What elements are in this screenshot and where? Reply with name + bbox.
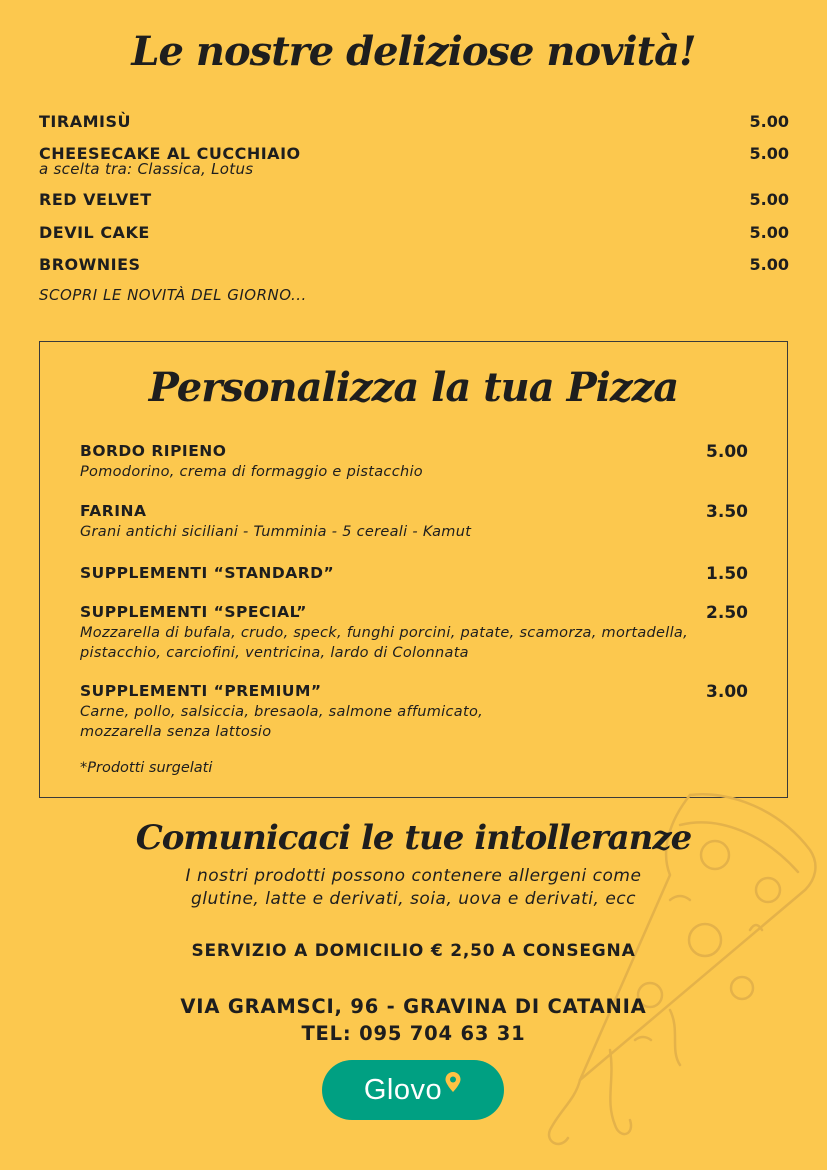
list-item [80, 502, 748, 542]
item-price: 5.00 [749, 223, 789, 242]
item-name: SUPPLEMENTI “PREMIUM” [80, 682, 322, 700]
item-price: 3.00 [706, 682, 748, 702]
item-description: Carne, pollo, salsiccia, bresaola, salmone affumicato, mozzarella senza lattosio [80, 704, 484, 740]
item-name: DEVIL CAKE [39, 223, 150, 242]
item-price: 5.00 [706, 442, 748, 462]
list-item [39, 255, 789, 274]
item-description: Pomodorino, crema di formaggio e pistacchio [80, 464, 423, 480]
item-description: Grani antichi siciliani - Tumminia - 5 cereali - Kamut [80, 524, 472, 540]
item-name: FARINA [80, 502, 147, 520]
address-line: VIA GRAMSCI, 96 - GRAVINA DI CATANIA [180, 995, 647, 1018]
item-price: 5.00 [749, 190, 789, 209]
location-pin-icon [444, 1071, 462, 1095]
pizza-options-list [80, 442, 748, 776]
list-item [39, 112, 789, 131]
page-title: Le nostre deliziose novità! [131, 28, 696, 75]
delivery-info: SERVIZIO A DOMICILIO € 2,50 A CONSEGNA [191, 941, 636, 961]
item-price: 1.50 [706, 564, 748, 584]
item-name: SUPPLEMENTI “STANDARD” [80, 564, 335, 582]
pizza-customize-box [39, 341, 788, 798]
discover-note: SCOPRI LE NOVITÀ DEL GIORNO... [39, 286, 307, 304]
section-title: Personalizza la tua Pizza [148, 364, 679, 411]
section-title: Comunicaci le tue intolleranze [135, 818, 692, 858]
item-price: 5.00 [749, 144, 789, 163]
phone-line: TEL: 095 704 63 31 [301, 1022, 526, 1045]
item-description: Mozzarella di bufala, crudo, speck, funghi porcini, patate, scamorza, mortadella, pistacchio, carciofini, ventricina, lardo di Colonnata [80, 625, 689, 661]
list-item [39, 144, 789, 178]
item-price: 5.00 [749, 112, 789, 131]
list-item [80, 603, 748, 663]
item-name: BROWNIES [39, 255, 141, 274]
list-item [39, 223, 789, 242]
item-name: CHEESECAKE AL CUCCHIAIO [39, 144, 301, 163]
item-name: TIRAMISÙ [39, 112, 131, 131]
item-price: 2.50 [706, 603, 748, 623]
item-name: RED VELVET [39, 190, 152, 209]
item-description: a scelta tra: Classica, Lotus [39, 160, 254, 178]
contact-info [0, 993, 827, 1047]
list-item [39, 190, 789, 209]
allergen-notice [0, 865, 827, 911]
allergen-line: I nostri prodotti possono contenere allergeni come [185, 866, 642, 886]
dessert-list [39, 112, 789, 304]
list-item [80, 442, 748, 482]
glovo-label: Glovo [363, 1073, 443, 1106]
frozen-note: *Prodotti surgelati [80, 760, 213, 776]
allergen-line: glutine, latte e derivati, soia, uova e derivati, ecc [191, 889, 636, 909]
item-name: SUPPLEMENTI “SPECIAL” [80, 603, 307, 621]
list-item [80, 682, 748, 742]
item-price: 3.50 [706, 502, 748, 522]
list-item [80, 564, 748, 584]
item-name: BORDO RIPIENO [80, 442, 227, 460]
glovo-badge[interactable] [322, 1060, 504, 1120]
item-price: 5.00 [749, 255, 789, 274]
